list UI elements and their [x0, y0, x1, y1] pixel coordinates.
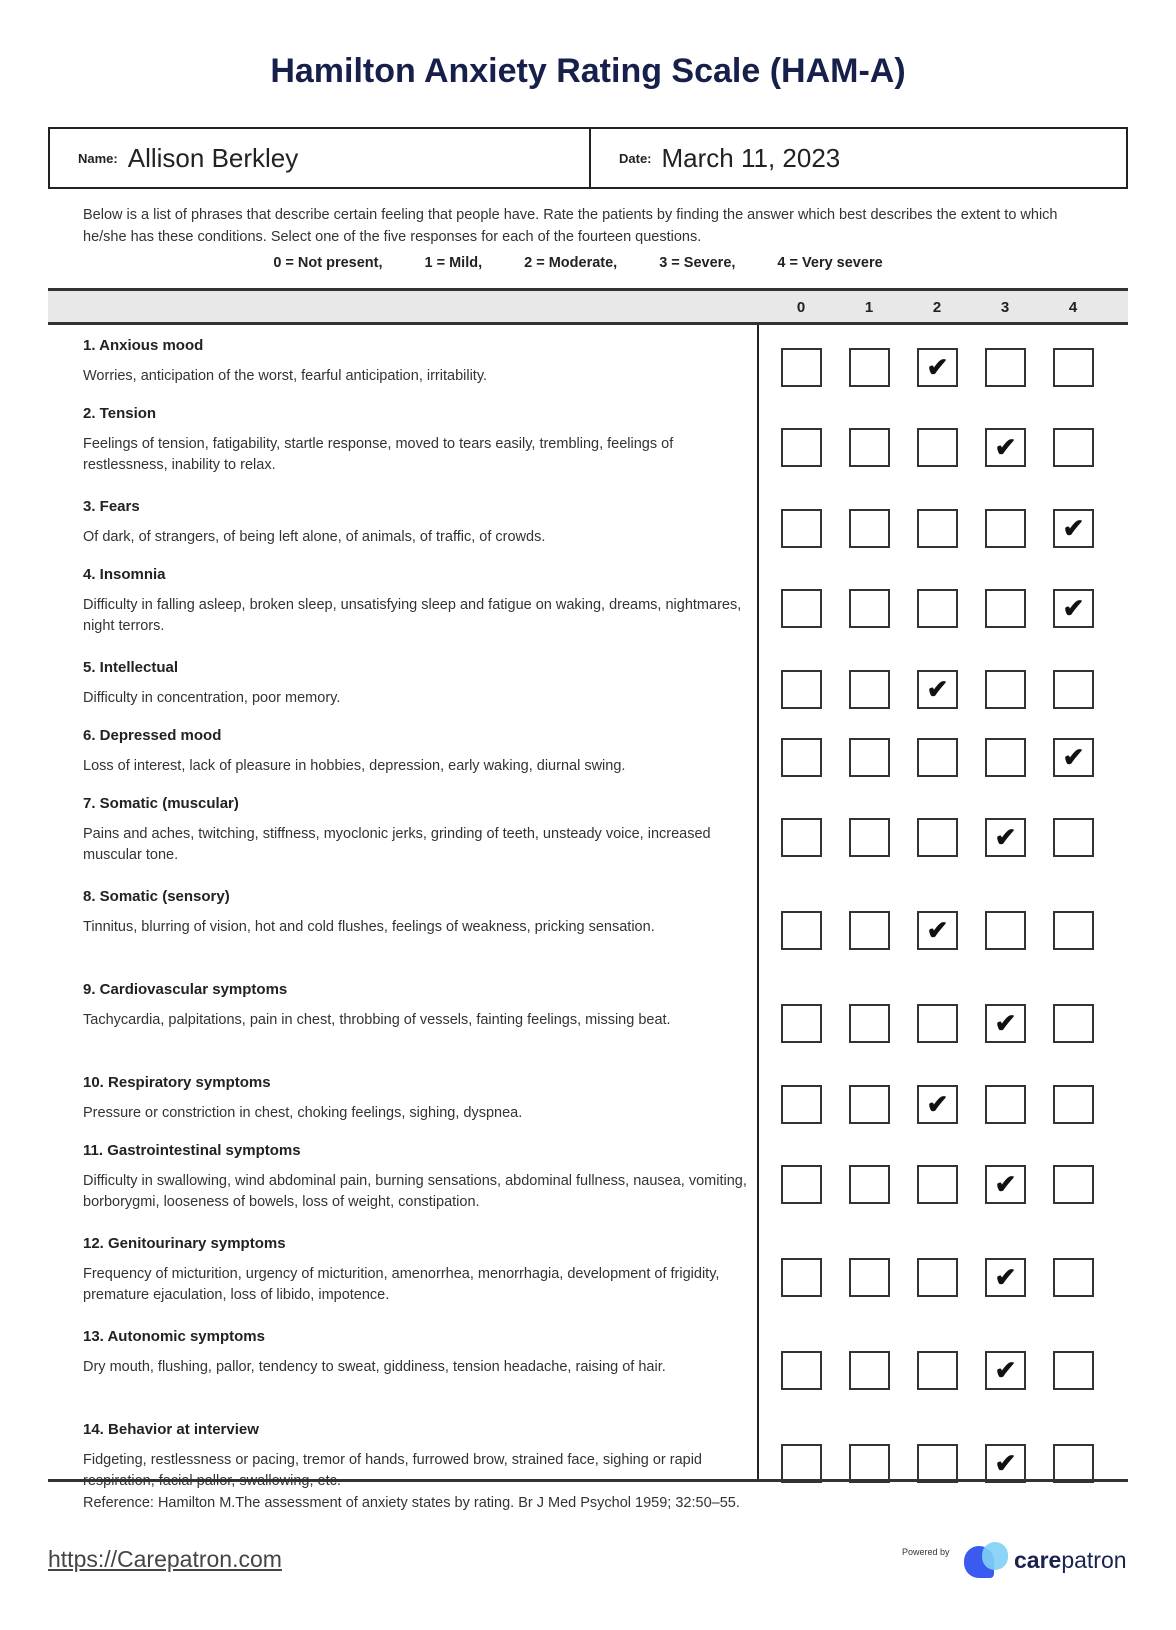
- name-label: Name:: [78, 150, 118, 166]
- item-text: [48, 393, 748, 486]
- rating-checkbox-4[interactable]: [1053, 911, 1094, 950]
- scale-4: 4 = Very severe: [777, 255, 883, 271]
- column-header-1: 1: [864, 299, 874, 316]
- rating-checkbox-2[interactable]: [917, 818, 958, 857]
- item-title: 4. Insomnia: [83, 566, 166, 583]
- rating-checkbox-1[interactable]: [849, 1165, 890, 1204]
- rating-checkbox-1[interactable]: [849, 509, 890, 548]
- rating-checkbox-0[interactable]: [781, 1004, 822, 1043]
- item-description: Worries, anticipation of the worst, fearful anticipation, irritability.: [83, 368, 488, 384]
- rating-checkbox-4[interactable]: [1053, 1004, 1094, 1043]
- rating-options: [781, 1062, 1094, 1130]
- scale-1: 1 = Mild,: [424, 255, 483, 271]
- rating-checkbox-2[interactable]: [917, 738, 958, 777]
- reference: Reference: Hamilton M.The assessment of anxiety states by rating. Br J Med Psychol 1959; 32:50–55.: [83, 1495, 740, 1511]
- rating-checkbox-1[interactable]: [849, 911, 890, 950]
- table-row: [48, 969, 1128, 1062]
- item-title: 3. Fears: [83, 498, 140, 515]
- rating-checkbox-2[interactable]: [917, 428, 958, 467]
- rating-checkbox-2[interactable]: [917, 1351, 958, 1390]
- item-description: Difficulty in falling asleep, broken sleep, unsatisfying sleep and fatigue on waking, dreams, nightmares, night terrors.: [83, 597, 742, 634]
- rating-checkbox-2[interactable]: [917, 1085, 958, 1124]
- item-text: [48, 1223, 748, 1316]
- rating-checkbox-3[interactable]: [985, 911, 1026, 950]
- table-row: [48, 1223, 1128, 1316]
- item-text: [48, 554, 748, 647]
- table-row: [48, 1316, 1128, 1409]
- rating-options: [781, 1223, 1094, 1316]
- rating-checkbox-1[interactable]: [849, 348, 890, 387]
- item-text: [48, 715, 748, 783]
- table-row: [48, 783, 1128, 876]
- item-text: [48, 1062, 748, 1130]
- rating-checkbox-0[interactable]: [781, 1085, 822, 1124]
- rating-checkbox-0[interactable]: [781, 911, 822, 950]
- rating-checkbox-0[interactable]: [781, 670, 822, 709]
- item-description: Feelings of tension, fatigability, startle response, moved to tears easily, trembling, feelings of restlessness, inability to relax.: [83, 436, 674, 473]
- rating-checkbox-1[interactable]: [849, 670, 890, 709]
- name-value: Allison Berkley: [127, 142, 299, 173]
- logo-text-bold: care: [1014, 1546, 1062, 1573]
- rating-checkbox-1[interactable]: [849, 738, 890, 777]
- check-icon: ✔: [1062, 512, 1085, 543]
- rating-checkbox-4[interactable]: [1053, 428, 1094, 467]
- rating-checkbox-0[interactable]: [781, 509, 822, 548]
- rating-checkbox-4[interactable]: [1053, 670, 1094, 709]
- item-title: 11. Gastrointestinal symptoms: [83, 1142, 301, 1159]
- item-title: 14. Behavior at interview: [83, 1421, 259, 1438]
- check-icon: ✔: [926, 673, 949, 704]
- rating-checkbox-4[interactable]: [1053, 818, 1094, 857]
- item-title: 6. Depressed mood: [83, 727, 222, 744]
- item-title: 7. Somatic (muscular): [83, 795, 239, 812]
- table-row: [48, 1409, 1128, 1502]
- item-description: Of dark, of strangers, of being left alone, of animals, of traffic, of crowds.: [83, 529, 546, 545]
- item-title: 5. Intellectual: [83, 659, 179, 676]
- rating-checkbox-3[interactable]: [985, 1004, 1026, 1043]
- rating-checkbox-1[interactable]: [849, 428, 890, 467]
- table-row: [48, 1130, 1128, 1223]
- rating-checkbox-1[interactable]: [849, 1351, 890, 1390]
- instructions: Below is a list of phrases that describe certain feeling that people have. Rate the patients by finding the answer which best describes the extent to which he/she has these conditions. Select one of the five responses for each of the fourteen questions.: [83, 207, 1058, 245]
- item-text: [48, 325, 748, 393]
- rating-checkbox-1[interactable]: [849, 1258, 890, 1297]
- column-header-3: 3: [1000, 299, 1010, 316]
- patient-info-box: [48, 127, 1128, 189]
- rating-checkbox-0[interactable]: [781, 589, 822, 628]
- check-icon: ✔: [994, 822, 1017, 852]
- rating-checkbox-1[interactable]: [849, 818, 890, 857]
- rating-checkbox-3[interactable]: [985, 818, 1026, 857]
- rating-checkbox-4[interactable]: [1053, 589, 1094, 628]
- rating-checkbox-3[interactable]: [985, 1444, 1026, 1483]
- rating-checkbox-4[interactable]: [1053, 1444, 1094, 1483]
- rating-checkbox-0[interactable]: [781, 818, 822, 857]
- rating-checkbox-3[interactable]: [985, 509, 1026, 548]
- table-row: [48, 1062, 1128, 1130]
- check-icon: ✔: [1062, 593, 1085, 623]
- rating-options: [781, 783, 1094, 876]
- rating-checkbox-2[interactable]: [917, 1004, 958, 1043]
- rating-checkbox-3[interactable]: [985, 738, 1026, 777]
- rating-checkbox-2[interactable]: [917, 1165, 958, 1204]
- rating-checkbox-0[interactable]: [781, 1351, 822, 1390]
- rating-checkbox-3[interactable]: [985, 589, 1026, 628]
- rating-options: [781, 647, 1094, 715]
- rating-checkbox-1[interactable]: [849, 589, 890, 628]
- rating-options: [781, 715, 1094, 783]
- table-row: [48, 715, 1128, 783]
- rating-checkbox-3[interactable]: [985, 1165, 1026, 1204]
- rating-checkbox-0[interactable]: [781, 1444, 822, 1483]
- check-icon: ✔: [994, 1008, 1017, 1038]
- item-title: 9. Cardiovascular symptoms: [83, 981, 288, 998]
- rating-checkbox-2[interactable]: [917, 509, 958, 548]
- check-icon: ✔: [994, 1355, 1017, 1385]
- rating-checkbox-3[interactable]: [985, 670, 1026, 709]
- item-text: [48, 783, 748, 876]
- rating-checkbox-3[interactable]: [985, 1351, 1026, 1390]
- rating-checkbox-0[interactable]: [781, 1165, 822, 1204]
- check-icon: ✔: [926, 915, 949, 945]
- item-title: 1. Anxious mood: [83, 337, 204, 354]
- rating-options: [781, 969, 1094, 1062]
- date-field[interactable]: [591, 129, 840, 187]
- column-header-2: 2: [932, 299, 942, 316]
- item-title: 12. Genitourinary symptoms: [83, 1235, 286, 1252]
- item-description: Pressure or constriction in chest, choking feelings, sighing, dyspnea.: [83, 1105, 523, 1121]
- carepatron-link[interactable]: https://Carepatron.com: [48, 1546, 282, 1572]
- rating-checkbox-2[interactable]: [917, 348, 958, 387]
- item-title: 8. Somatic (sensory): [83, 888, 230, 905]
- item-description: Difficulty in concentration, poor memory.: [83, 690, 341, 706]
- rating-table: [48, 325, 1128, 1489]
- page-title: Hamilton Anxiety Rating Scale (HAM-A): [270, 52, 906, 90]
- item-text: [48, 1409, 748, 1502]
- carepatron-logo-icon: [964, 1542, 1012, 1578]
- item-description: Fidgeting, restlessness or pacing, tremor of hands, furrowed brow, strained face, sighing or rapid respiration, facial pallor, swallowing, etc.: [83, 1452, 702, 1489]
- check-icon: ✔: [926, 1088, 949, 1119]
- date-value: March 11, 2023: [661, 142, 841, 173]
- check-icon: ✔: [994, 1262, 1017, 1292]
- logo-text-rest: patron: [1061, 1546, 1127, 1573]
- rating-checkbox-4[interactable]: [1053, 1258, 1094, 1297]
- table-row: [48, 554, 1128, 647]
- carepatron-logo-text: [1014, 1547, 1127, 1574]
- rating-checkbox-1[interactable]: [849, 1085, 890, 1124]
- rating-checkbox-1[interactable]: [849, 1004, 890, 1043]
- rating-checkbox-3[interactable]: [985, 1085, 1026, 1124]
- rating-checkbox-0[interactable]: [781, 1258, 822, 1297]
- check-icon: ✔: [926, 351, 949, 382]
- column-header-4: 4: [1068, 299, 1078, 316]
- rating-checkbox-3[interactable]: [985, 1258, 1026, 1297]
- rating-checkbox-4[interactable]: [1053, 348, 1094, 387]
- rating-options: [781, 1316, 1094, 1409]
- rating-checkbox-0[interactable]: [781, 738, 822, 777]
- column-header-0: 0: [796, 299, 806, 316]
- scale-3: 3 = Severe,: [659, 255, 736, 271]
- item-title: 2. Tension: [83, 405, 157, 422]
- item-text: [48, 647, 748, 715]
- rating-checkbox-4[interactable]: [1053, 1085, 1094, 1124]
- rating-checkbox-4[interactable]: [1053, 738, 1094, 777]
- table-row: [48, 325, 1128, 393]
- rating-checkbox-2[interactable]: [917, 670, 958, 709]
- table-row: [48, 876, 1128, 969]
- item-text: [48, 876, 748, 969]
- item-description: Dry mouth, flushing, pallor, tendency to sweat, giddiness, tension headache, raising of hair.: [83, 1359, 666, 1375]
- rating-checkbox-2[interactable]: [917, 1444, 958, 1483]
- check-icon: ✔: [994, 1169, 1017, 1199]
- rating-checkbox-0[interactable]: [781, 428, 822, 467]
- check-icon: ✔: [1062, 741, 1085, 772]
- check-icon: ✔: [994, 1448, 1017, 1478]
- scale-legend: [0, 255, 1176, 271]
- rating-options: [781, 1130, 1094, 1223]
- table-row: [48, 393, 1128, 486]
- item-title: 10. Respiratory symptoms: [83, 1074, 271, 1091]
- date-label: Date:: [619, 150, 652, 166]
- item-description: Tachycardia, palpitations, pain in chest, throbbing of vessels, fainting feelings, missing beat.: [83, 1012, 671, 1028]
- rating-checkbox-0[interactable]: [781, 348, 822, 387]
- item-description: Frequency of micturition, urgency of micturition, amenorrhea, menorrhagia, development of frigidity, premature ejaculation, loss of libido, impotence.: [83, 1266, 720, 1303]
- item-description: Tinnitus, blurring of vision, hot and cold flushes, feelings of weakness, pricking sensation.: [83, 919, 655, 935]
- item-text: [48, 969, 748, 1062]
- rating-options: [781, 1409, 1094, 1502]
- rating-checkbox-3[interactable]: [985, 428, 1026, 467]
- rating-options: [781, 486, 1094, 554]
- table-header: [48, 288, 1128, 325]
- item-title: 13. Autonomic symptoms: [83, 1328, 265, 1345]
- rating-options: [781, 554, 1094, 647]
- rating-checkbox-3[interactable]: [985, 348, 1026, 387]
- rating-options: [781, 876, 1094, 969]
- table-row: [48, 486, 1128, 554]
- item-text: [48, 1130, 748, 1223]
- rating-options: [781, 325, 1094, 393]
- rating-checkbox-4[interactable]: [1053, 1165, 1094, 1204]
- rating-checkbox-1[interactable]: [849, 1444, 890, 1483]
- rating-checkbox-2[interactable]: [917, 911, 958, 950]
- rating-checkbox-2[interactable]: [917, 1258, 958, 1297]
- table-row: [48, 647, 1128, 715]
- check-icon: ✔: [994, 432, 1017, 462]
- rating-options: [781, 393, 1094, 486]
- carepatron-logo[interactable]: [964, 1542, 1127, 1578]
- powered-by-label: Powered by: [902, 1547, 950, 1557]
- item-text: [48, 1316, 748, 1409]
- rating-checkbox-2[interactable]: [917, 589, 958, 628]
- item-description: Difficulty in swallowing, wind abdominal pain, burning sensations, abdominal fullness, nausea, vomiting, borborygmi, looseness of bowels, loss of weight, constipation.: [83, 1173, 747, 1210]
- item-text: [48, 486, 748, 554]
- item-description: Pains and aches, twitching, stiffness, myoclonic jerks, grinding of teeth, unsteady voice, increased muscular tone.: [83, 826, 711, 863]
- rating-checkbox-4[interactable]: [1053, 1351, 1094, 1390]
- rating-checkbox-4[interactable]: [1053, 509, 1094, 548]
- scale-0: 0 = Not present,: [273, 255, 383, 271]
- scale-2: 2 = Moderate,: [524, 255, 618, 271]
- name-field[interactable]: [50, 129, 591, 187]
- item-description: Loss of interest, lack of pleasure in hobbies, depression, early waking, diurnal swing.: [83, 758, 626, 774]
